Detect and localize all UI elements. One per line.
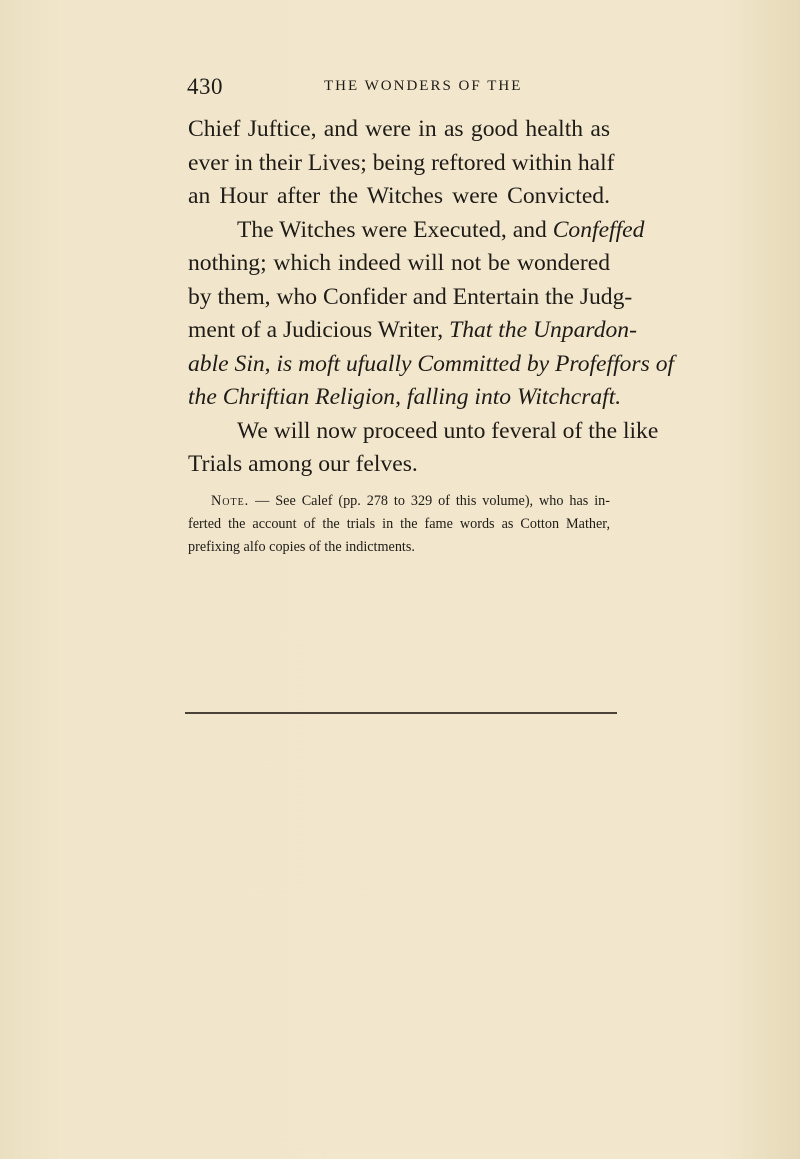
body-line: Trials among our felves. (188, 451, 418, 477)
italic-quotation: That the Unpardon- (449, 317, 637, 343)
body-line (188, 348, 675, 382)
body-line: by them, who Confider and Entertain the Judg- (188, 283, 633, 310)
footnote-line (188, 490, 610, 513)
body-line: ever in their Lives; being reftored within half (188, 149, 615, 176)
italic-word: Confeffed (552, 216, 645, 243)
footnote-line: prefixing alfo copies of the indictments. (188, 539, 415, 555)
body-text (188, 113, 675, 482)
body-line-text: The Witches were Executed, and (237, 216, 553, 243)
body-line-text: , (264, 350, 277, 377)
body-line-text: ment of a Judicious Writer, (188, 317, 450, 343)
body-line (188, 214, 645, 248)
body-line (188, 314, 637, 348)
footnote (188, 490, 610, 559)
footnote-text: — See Calef (pp. 278 to 329 of this volume), who has in- (249, 493, 610, 509)
body-line: Chief Juftice, and were in as good health as (188, 116, 610, 142)
running-head: THE WONDERS OF THE (324, 78, 523, 94)
body-line: We will now proceed unto feveral of the like (237, 417, 659, 444)
italic-quotation: is moft ufually Committed by Profeffors of (276, 350, 675, 377)
body-line: an Hour after the Witches were Convicted. (188, 183, 610, 209)
body-line: nothing; which indeed will not be wondered (188, 250, 610, 276)
horizontal-rule (185, 712, 617, 714)
body-line (188, 381, 622, 415)
italic-quotation: the Chriftian Religion, falling into Witchcraft. (188, 384, 622, 410)
note-label: Note. (211, 493, 250, 509)
page-number: 430 (187, 74, 223, 99)
footnote-line: ferted the account of the trials in the fame words as Cotton Mather, (188, 516, 610, 532)
italic-quotation: able Sin (188, 350, 265, 377)
page-header (187, 74, 607, 104)
